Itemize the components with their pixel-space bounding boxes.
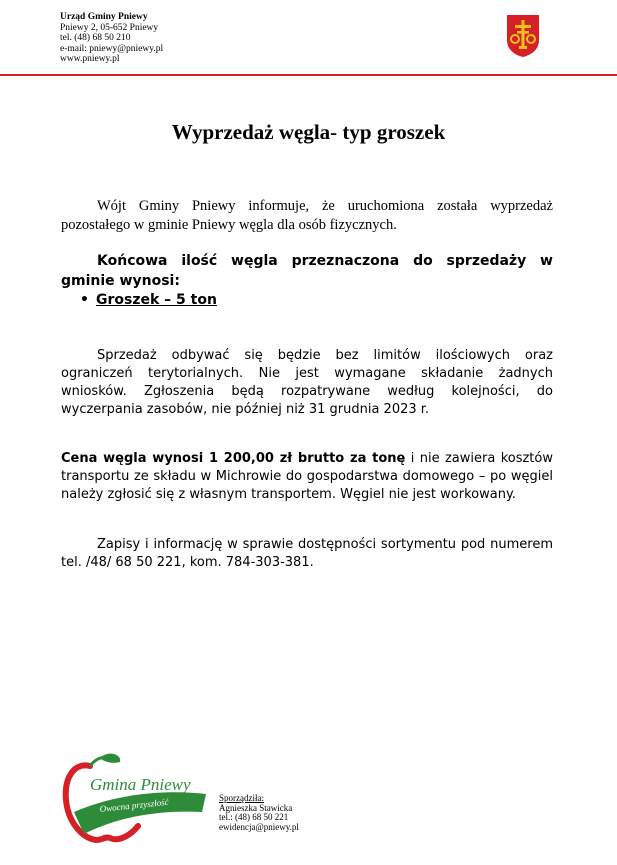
header-divider	[0, 74, 617, 76]
contact-paragraph	[61, 536, 553, 572]
bullet-list-item	[80, 292, 217, 308]
apple-logo-icon	[60, 752, 210, 844]
price-rest-text: i nie zawiera kosztów transportu ze składu w Michrowie do gospodarstwa domowego – po węgiel należy zgłosić się z własnym transportem. Węgiel nie jest workowany.	[61, 451, 553, 502]
org-address: Pniewy 2, 05-652 Pniewy	[60, 22, 159, 33]
bullet-icon: •	[80, 292, 89, 308]
footer-email[interactable]: ewidencja@pniewy.pl	[219, 821, 299, 832]
header-contact	[60, 12, 163, 65]
org-phone: tel. (48) 68 50 210	[60, 33, 131, 44]
intro-paragraph	[61, 197, 553, 235]
intro-text: Wójt Gminy Pniewy informuje, że uruchomiona została wyprzedaż pozostałego w gminie Pniewy węgla dla osób fizycznych.	[61, 198, 553, 233]
sale-rules-paragraph	[61, 347, 553, 419]
org-website[interactable]: www.pniewy.pl	[60, 54, 120, 65]
footer-phone: tel.: (48) 68 50 221	[219, 812, 289, 822]
price-paragraph	[61, 450, 553, 504]
logo-name: Gmina Pniewy	[90, 775, 191, 794]
footer-author-name: Agnieszka Stawicka	[219, 802, 293, 813]
footer-label: Sporządziła:	[219, 793, 264, 803]
page-title: Wyprzedaż węgla- typ groszek	[171, 120, 446, 144]
sale-rules-text: Sprzedaż odbywać się będzie bez limitów ilościowych oraz ograniczeń terytorialnych. Nie jest wymagane składanie żadnych wniosków. Zgłoszenia będą rozpatrywane według kolejności, do wyczerpania zasobów, nie później niż 31 grudnia 2023 r.	[61, 348, 553, 417]
logo-tagline: Owocna przyszłość	[99, 796, 170, 814]
org-name: Urząd Gminy Pniewy	[60, 12, 148, 22]
price-bold-text: Cena węgla wynosi 1 200,00 zł brutto za tonę	[61, 451, 406, 466]
coat-of-arms-icon	[506, 14, 540, 58]
org-email: e-mail: pniewy@pniewy.pl	[60, 43, 164, 54]
quantity-heading-text: Końcowa ilość węgla przeznaczona do sprzedaży w gminie wynosi:	[61, 253, 553, 289]
bullet-item-text: Groszek – 5 ton	[96, 292, 217, 308]
quantity-heading	[61, 251, 553, 291]
footer-author	[219, 794, 299, 832]
contact-text: Zapisy i informację w sprawie dostępności sortymentu pod numerem tel. /48/ 68 50 221, kom. 784-303-381.	[61, 537, 553, 570]
